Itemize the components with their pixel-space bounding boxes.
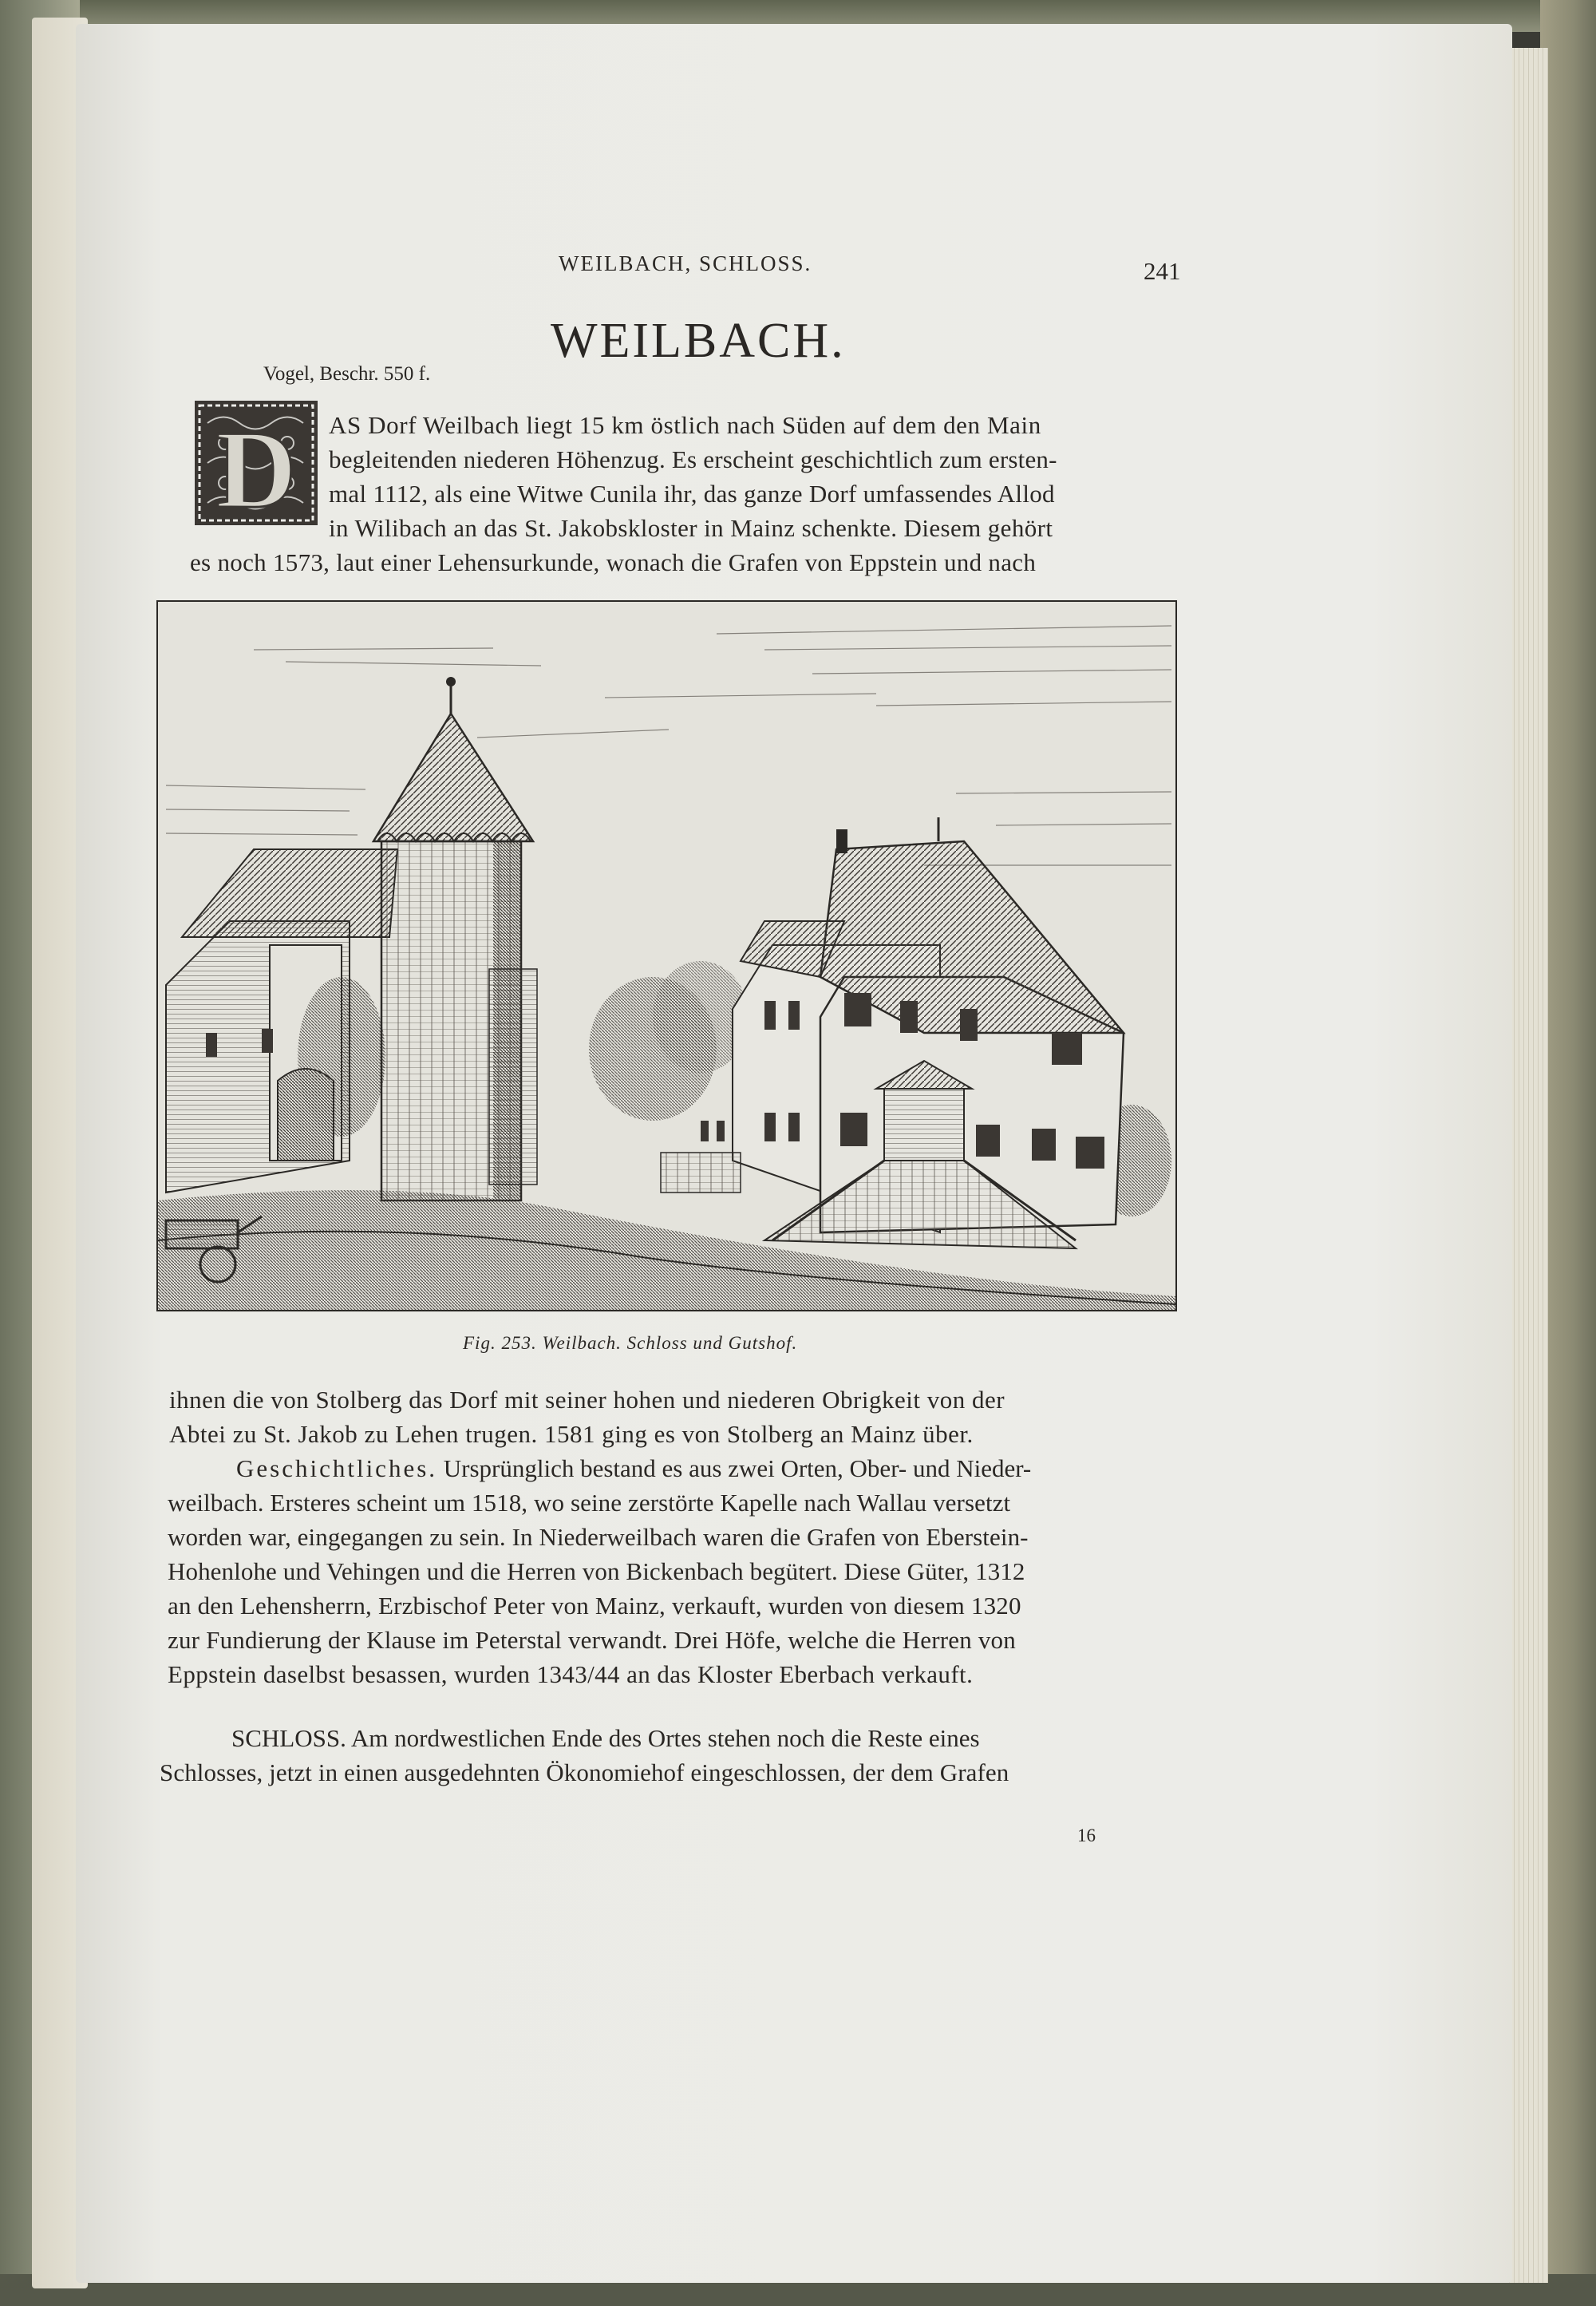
continuation-line: Abtei zu St. Jakob zu Lehen trugen. 1581 ging es von Stolberg an Mainz über. xyxy=(169,1420,974,1448)
engraving-illustration xyxy=(156,600,1177,1311)
drop-cap-frame xyxy=(193,399,319,527)
schloss-first-line xyxy=(231,1726,980,1750)
history-first-line xyxy=(236,1456,1031,1481)
page-number: 241 xyxy=(1144,257,1181,285)
intro-line: AS Dorf Weilbach liegt 15 km östlich nach Süden auf dem den Main xyxy=(329,411,1041,439)
book-cover-right xyxy=(1540,0,1596,2306)
page-title: WEILBACH. xyxy=(551,314,846,368)
history-line: Eppstein daselbst besassen, wurden 1343/44 an das Kloster Eberbach verkauft. xyxy=(168,1660,974,1688)
schloss-heading: SCHLOSS. xyxy=(231,1724,346,1752)
history-line: zur Fundierung der Klause im Peterstal verwandt. Drei Höfe, welche die Herren von xyxy=(168,1626,1016,1654)
intro-line: begleitenden niederen Höhenzug. Es erscheint geschichtlich zum ersten- xyxy=(329,445,1057,473)
source-note: Vogel, Beschr. 550 f. xyxy=(263,363,431,385)
history-first-line-text: Ursprünglich bestand es aus zwei Orten, Ober- und Nieder- xyxy=(437,1454,1032,1482)
drop-cap-ornament xyxy=(193,399,319,527)
signature-mark: 16 xyxy=(1077,1825,1096,1845)
running-head: WEILBACH, SCHLOSS. xyxy=(559,251,812,275)
intro-line: mal 1112, als eine Witwe Cunila ihr, das ganze Dorf umfassendes Allod xyxy=(329,480,1055,508)
schloss-first-line-text: Am nordwestlichen Ende des Ortes stehen noch die Reste eines xyxy=(346,1724,980,1752)
castle-engraving xyxy=(158,602,1175,1310)
drop-cap-letter: D xyxy=(215,408,297,527)
continuation-line: ihnen die von Stolberg das Dorf mit seiner hohen und niederen Obrigkeit von der xyxy=(169,1386,1005,1414)
intro-line: in Wilibach an das St. Jakobskloster in Mainz schenkte. Diesem gehört xyxy=(329,514,1053,542)
history-line: Hohenlohe und Vehingen und die Herren von Bickenbach begütert. Diese Güter, 1312 xyxy=(168,1557,1025,1585)
figure-caption: Fig. 253. Weilbach. Schloss und Gutshof. xyxy=(463,1333,798,1353)
intro-line: es noch 1573, laut einer Lehensurkunde, wonach die Grafen von Eppstein und nach xyxy=(190,548,1037,576)
history-heading: Geschichtliches. xyxy=(236,1454,438,1482)
history-line: an den Lehensherrn, Erzbischof Peter von Mainz, verkauft, wurden von diesem 1320 xyxy=(168,1592,1021,1620)
history-line: weilbach. Ersteres scheint um 1518, wo seine zerstörte Kapelle nach Wallau versetzt xyxy=(168,1489,1011,1517)
history-line: worden war, eingegangen zu sein. In Niederweilbach waren die Grafen von Eberstein- xyxy=(168,1523,1029,1551)
schloss-line: Schlosses, jetzt in einen ausgedehnten Ökonomiehof eingeschlossen, der dem Grafen xyxy=(160,1758,1009,1786)
